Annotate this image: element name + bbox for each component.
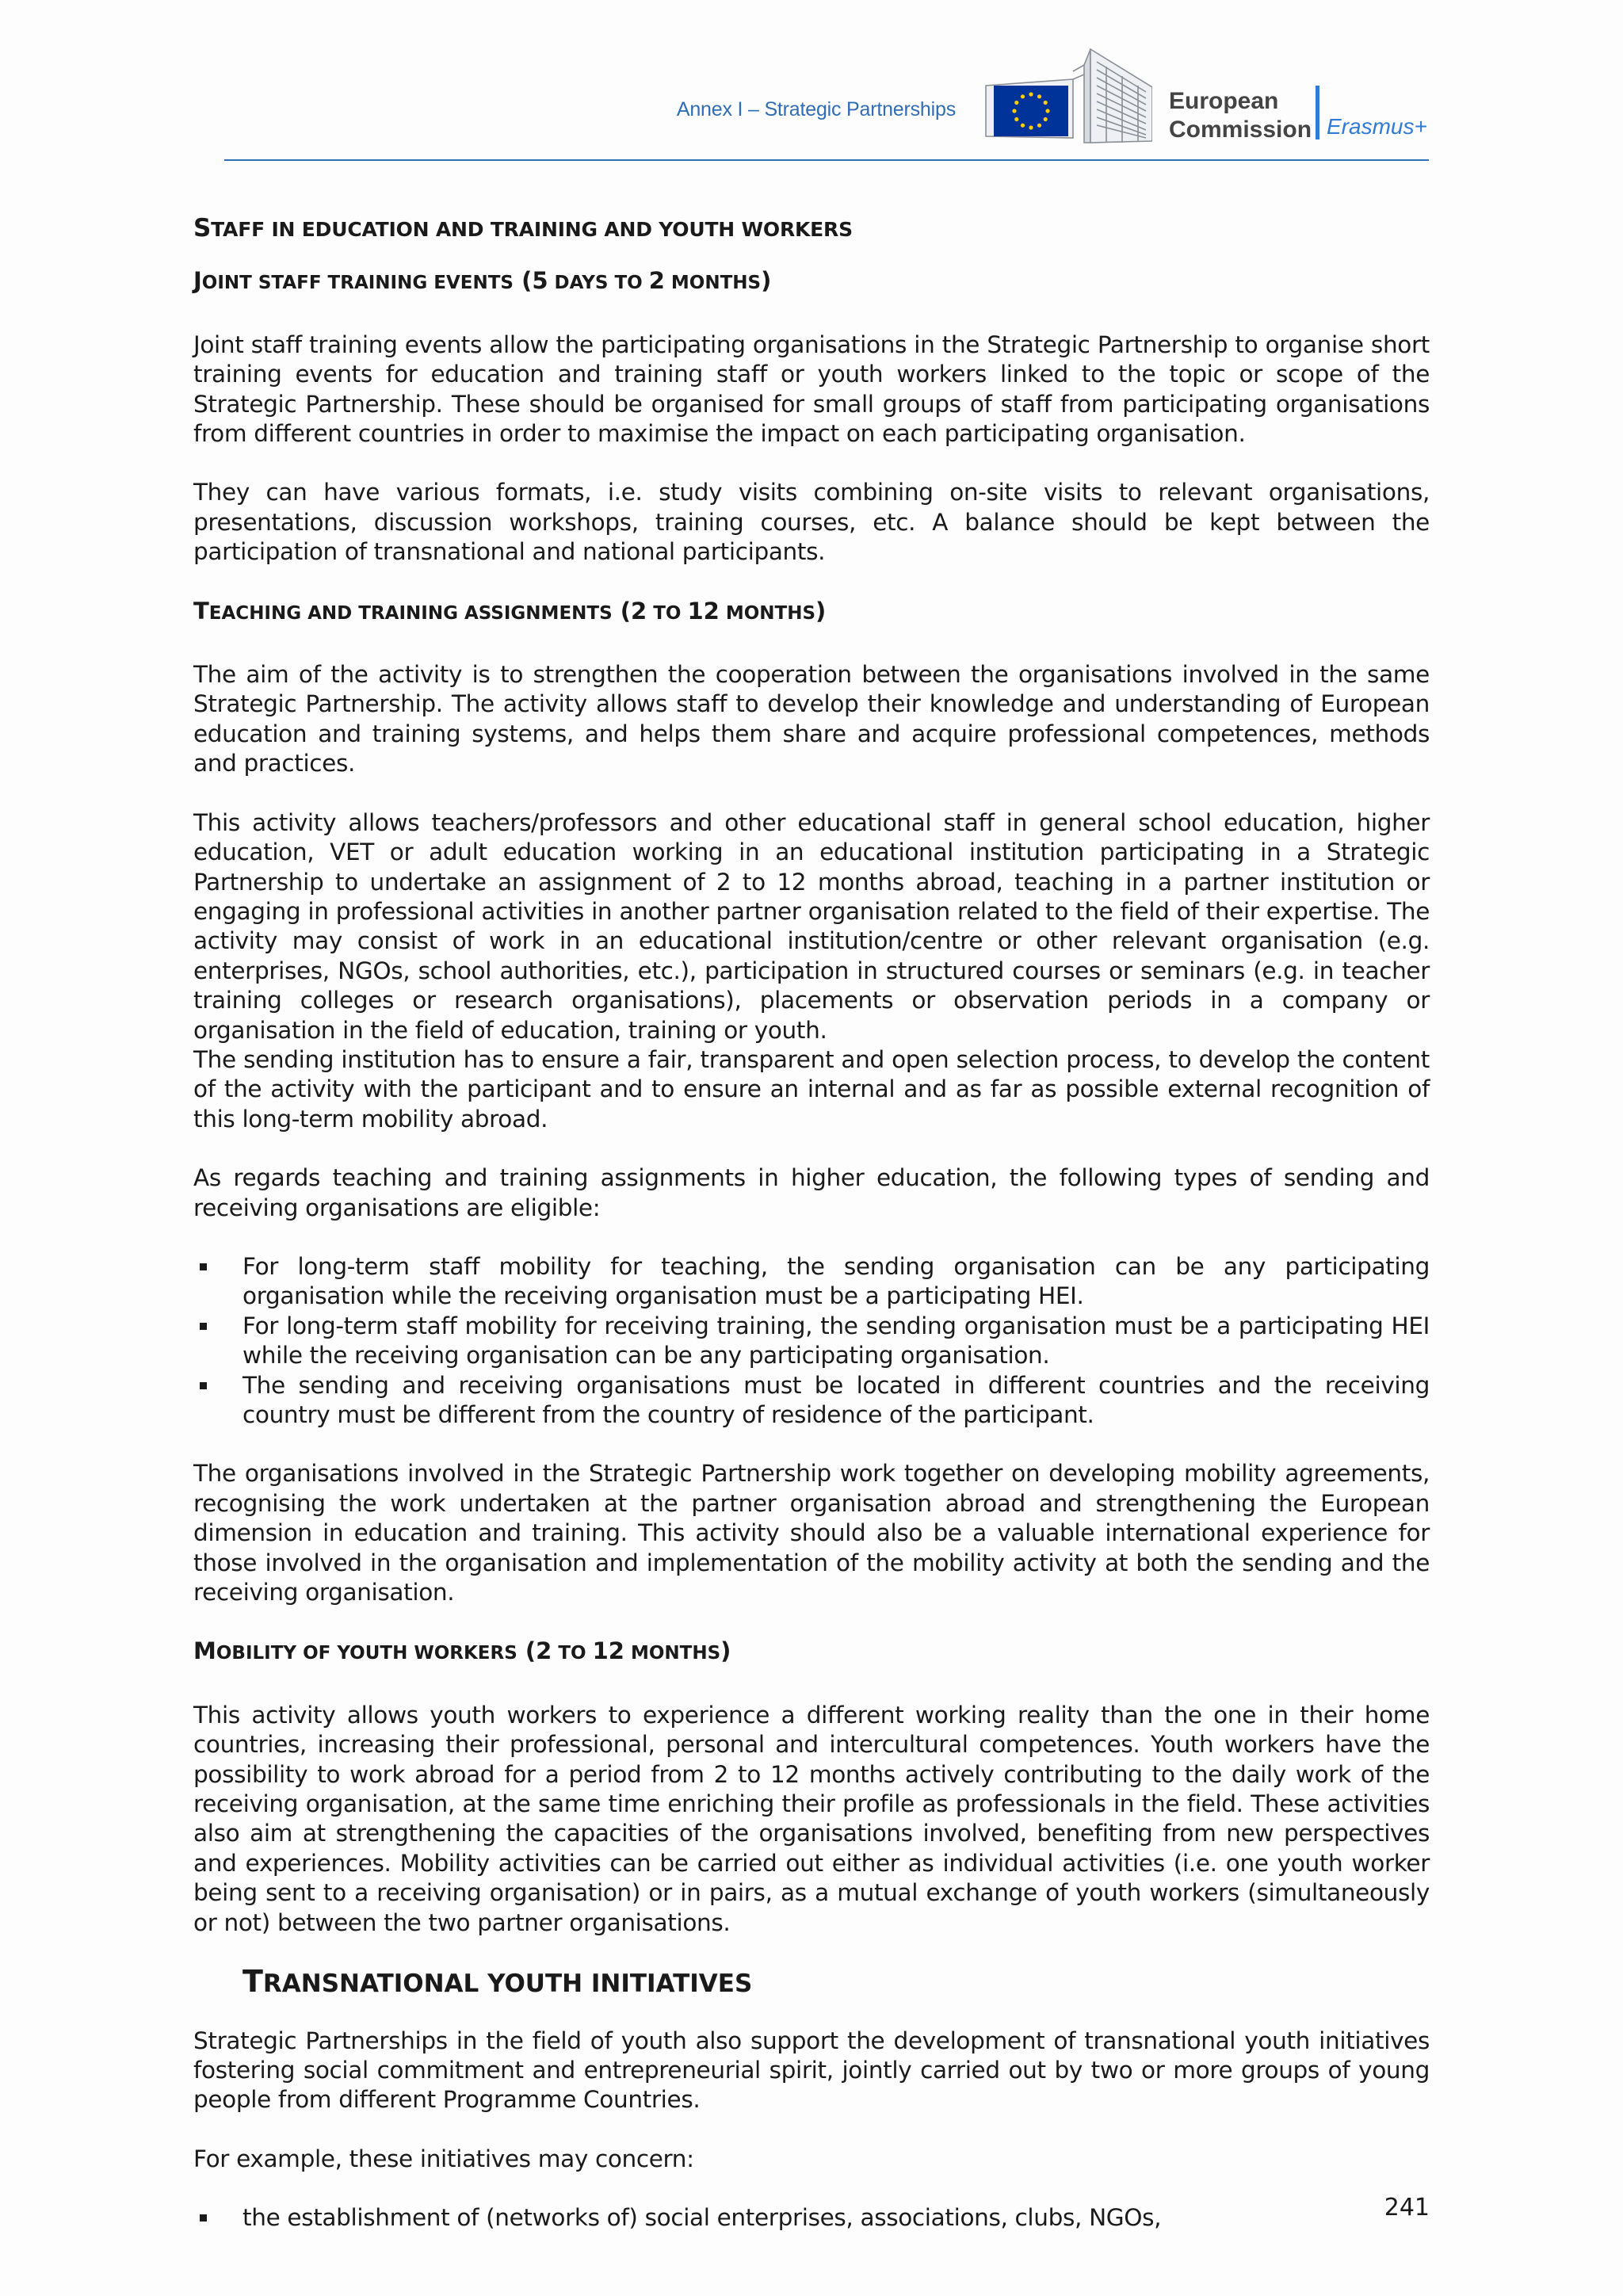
wordmark-divider xyxy=(1316,86,1319,139)
list-item: The sending and receiving organisations must be located in different countries and the receiving country must be different from the country of residence of the participant. xyxy=(193,1371,1430,1431)
paragraph: The aim of the activity is to strengthen the cooperation between the organisations involved in the same Strategic Partnership. The activity allows staff to develop their knowledge and understanding of European education and training systems, and helps them share and acquire professional competences, methods and practices. xyxy=(193,661,1430,777)
paragraph: This activity allows teachers/professors and other educational staff in general school education, higher education, VET or adult education working in an educational institution participating in a Strategic Partnership to undertake an assignment of 2 to 12 months abroad, teaching in a partner institution or engaging in professional activities in another partner organisation related to the field of their expertise. The activity may consist of work in an educational institution/centre or other relevant organisation (e.g. enterprises, NGOs, school authorities, etc.), participation in structured courses or seminars (e.g. in teacher training colleges or research organisations), placements or observation periods in a company or organisation in the field of education, training or youth. xyxy=(193,808,1430,1044)
paragraph: The sending institution has to ensure a fair, transparent and open selection process, to develop the content of the activity with the participant and to ensure an internal and as far as possible external recognition of this long-term mobility abroad. xyxy=(193,1045,1430,1133)
bullet-list-initiatives xyxy=(193,2203,1430,2233)
heading-initial: S xyxy=(193,214,212,243)
european-commission-logo-graphic xyxy=(980,48,1152,144)
paragraph: For example, these initiatives may concern: xyxy=(193,2145,694,2172)
page-body xyxy=(193,204,1430,2263)
subheading-teaching-assignments: TEACHING AND TRAINING ASSIGNMENTS (2 TO 12 MONTHS) xyxy=(193,597,827,625)
paragraph: They can have various formats, i.e. study visits combining on-site visits to relevant organisations, presentations, discussion workshops, training courses, etc. A balance should be kept between the participation of transnational and national participants. xyxy=(193,479,1430,566)
section-heading-staff xyxy=(193,214,1430,244)
subheading-mobility-youth-workers: MOBILITY OF YOUTH WORKERS (2 TO 12 MONTHS) xyxy=(193,1637,731,1665)
erasmus-plus-wordmark: Erasmus+ xyxy=(1327,114,1427,139)
eu-flag-icon xyxy=(994,86,1068,136)
european-commission-wordmark xyxy=(1169,87,1312,144)
heading-rest: TAFF IN EDUCATION AND TRAINING AND YOUTH WORKERS xyxy=(211,218,853,241)
paragraph: Joint staff training events allow the participating organisations in the Strategic Partnership to organise short training events for education and training staff or youth workers linked to the topic or scope of the Strategic Partnership. These should be organised for small groups of staff from participating organisations from different countries in order to maximise the impact on each participating organisation. xyxy=(193,330,1430,448)
paragraph: Strategic Partnerships in the field of youth also support the development of transnational youth initiatives fostering social commitment and entrepreneurial spirit, jointly carried out by two or more groups of young people from different Programme Countries. xyxy=(193,2027,1430,2114)
org-line-2: Commission xyxy=(1169,117,1312,143)
paragraph: As regards teaching and training assignments in higher education, the following types of sending and receiving organisations are eligible: xyxy=(193,1164,1430,1221)
list-item: the establishment of (networks of) social enterprises, associations, clubs, NGOs, xyxy=(193,2203,1430,2233)
annex-label: Annex I – Strategic Partnerships xyxy=(676,98,956,120)
paragraph: The organisations involved in the Strategic Partnership work together on developing mobility agreements, recognising the work undertaken at the partner organisation abroad and strengthening the European dimension in education and training. This activity should also be a valuable international experience for those involved in the organisation and implementation of the mobility activity at both the sending and the receiving organisation. xyxy=(193,1460,1430,1606)
page-header xyxy=(0,0,1623,166)
list-item: For long-term staff mobility for receiving training, the sending organisation must be a participating HEI while the receiving organisation can be any participating organisation. xyxy=(193,1312,1430,1371)
section-heading-youth-initiatives: TRANSNATIONAL YOUTH INITIATIVES xyxy=(242,1964,753,2000)
list-item: For long-term staff mobility for teaching, the sending organisation can be any participating organisation while the receiving organisation must be a participating HEI. xyxy=(193,1252,1430,1312)
page-number: 241 xyxy=(1384,2194,1430,2222)
paragraph: This activity allows youth workers to experience a different working reality than the one in their home countries, increasing their professional, personal and intercultural competences. Youth workers have the possibility to work abroad for a period from 2 to 12 months actively contributing to the daily work of the receiving organisation, at the same time enriching their profile as professionals in the field. These activities also aim at strengthening the capacities of the organisations involved, benefiting from new perspectives and experiences. Mobility activities can be carried out either as individual activities (i.e. one youth worker being sent to a receiving organisation) or in pairs, as a mutual exchange of youth workers (simultaneously or not) between the two partner organisations. xyxy=(193,1701,1430,1936)
header-rule xyxy=(224,159,1429,161)
org-line-1: European xyxy=(1169,88,1279,114)
subheading-joint-staff-training: JOINT STAFF TRAINING EVENTS (5 DAYS TO 2 MONTHS) xyxy=(193,267,772,295)
bullet-list-eligible-organisations xyxy=(193,1252,1430,1430)
